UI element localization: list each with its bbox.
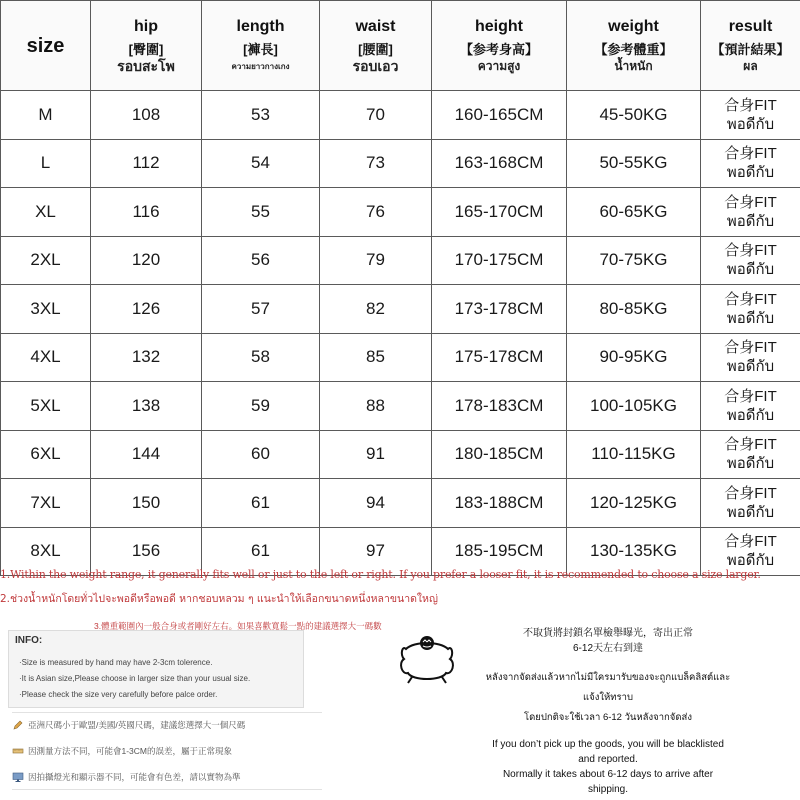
- result-cell: [701, 139, 800, 188]
- fit-th: พอดีกับ: [726, 212, 775, 230]
- result-cell: [701, 236, 800, 285]
- height-cell: 170-175CM: [432, 236, 567, 285]
- hip-cell: 150: [91, 479, 202, 528]
- header-weight: weight 【参考體重】 น้ำหนัก: [567, 1, 701, 91]
- height-cell: 160-165CM: [432, 91, 567, 140]
- size-cell: 4XL: [1, 333, 91, 382]
- header-size: size: [1, 1, 91, 91]
- length-cell: 60: [202, 430, 320, 479]
- weight-cell: 70-75KG: [567, 236, 701, 285]
- fit-cn: 合身FIT: [724, 193, 777, 211]
- waist-cell: 97: [320, 527, 432, 576]
- info-box: [8, 630, 304, 708]
- weight-cell: 60-65KG: [567, 188, 701, 237]
- hip-cell: 144: [91, 430, 202, 479]
- weight-cell: 100-105KG: [567, 382, 701, 431]
- header-result: result 【預計結果】 ผล: [701, 1, 800, 91]
- length-cell: 56: [202, 236, 320, 285]
- info-title: INFO:: [15, 635, 43, 646]
- fit-th: พอดีกับ: [726, 261, 775, 279]
- length-cell: 53: [202, 91, 320, 140]
- waist-cell: 94: [320, 479, 432, 528]
- length-cell: 54: [202, 139, 320, 188]
- size-cell: 2XL: [1, 236, 91, 285]
- height-cell: 178-183CM: [432, 382, 567, 431]
- weight-cell: 45-50KG: [567, 91, 701, 140]
- info-line: ·It is Asian size,Please choose in larger size than your usual size.: [19, 674, 251, 683]
- fit-cn: 合身FIT: [724, 436, 777, 454]
- height-cell: 173-178CM: [432, 285, 567, 334]
- fit-cn: 合身FIT: [724, 96, 777, 114]
- fit-th: พอดีกับ: [726, 164, 775, 182]
- length-cell: 59: [202, 382, 320, 431]
- waist-cell: 82: [320, 285, 432, 334]
- cn-note-text: 因拍攝燈光和顯示器不同，可能會有色差，請以實物為準: [28, 772, 241, 782]
- monitor-icon: [12, 771, 24, 783]
- table-row: [1, 188, 800, 237]
- shipping-en-line3: Normally it takes about 6-12 days to arrive after: [502, 769, 714, 780]
- waist-cell: 88: [320, 382, 432, 431]
- waist-cell: 79: [320, 236, 432, 285]
- size-cell: L: [1, 139, 91, 188]
- info-line: ·Please check the size very carefully before palce order.: [19, 690, 218, 699]
- height-cell: 163-168CM: [432, 139, 567, 188]
- fit-cn: 合身FIT: [724, 145, 777, 163]
- weight-cell: 50-55KG: [567, 139, 701, 188]
- note-chinese: 3.體重範圍內一般合身或者剛好左右。如果喜歡寬鬆一點的建議選擇大一碼數: [94, 621, 382, 631]
- fit-cn: 合身FIT: [724, 484, 777, 502]
- header-hip: hip [臀圍] รอบสะโพ: [91, 1, 202, 91]
- fit-cn: 合身FIT: [724, 533, 777, 551]
- hip-cell: 156: [91, 527, 202, 576]
- size-cell: M: [1, 91, 91, 140]
- table-row: [1, 479, 800, 528]
- size-cell: 3XL: [1, 285, 91, 334]
- pencil-icon: [12, 719, 24, 731]
- shipping-cn-line1: 不取貨將封鎖名單檢舉曝光，寄出正常: [523, 628, 693, 639]
- header-waist: waist [腰圍] รอบเอว: [320, 1, 432, 91]
- waist-cell: 91: [320, 430, 432, 479]
- fit-th: พอดีกับ: [726, 309, 775, 327]
- fit-cn: 合身FIT: [724, 290, 777, 308]
- size-cell: XL: [1, 188, 91, 237]
- result-cell: [701, 285, 800, 334]
- weight-cell: 120-125KG: [567, 479, 701, 528]
- shipping-th-line2: แจ้งให้ทราบ: [583, 692, 633, 703]
- height-cell: 183-188CM: [432, 479, 567, 528]
- note-english: 1.Within the weight range, it generally fits well or just to the left or right. If you prefer a looser fit, it is recommended to choose a size larger.: [0, 568, 761, 581]
- weight-cell: 80-85KG: [567, 285, 701, 334]
- cn-note-line: [12, 765, 241, 789]
- fit-th: พอดีกับ: [726, 455, 775, 473]
- height-cell: 175-178CM: [432, 333, 567, 382]
- shipping-en-line2: and reported.: [578, 754, 638, 765]
- waist-cell: 73: [320, 139, 432, 188]
- length-cell: 61: [202, 479, 320, 528]
- table-row: [1, 430, 800, 479]
- header-height: height 【参考身高】 ความสูง: [432, 1, 567, 91]
- table-row: [1, 236, 800, 285]
- hip-cell: 116: [91, 188, 202, 237]
- result-cell: [701, 91, 800, 140]
- height-cell: 180-185CM: [432, 430, 567, 479]
- fit-cn: 合身FIT: [724, 387, 777, 405]
- hip-cell: 112: [91, 139, 202, 188]
- cn-note-text: 因測量方法不同，可能會1-3CM的誤差，屬于正常現象: [28, 746, 233, 756]
- size-cell: 5XL: [1, 382, 91, 431]
- fit-cn: 合身FIT: [724, 339, 777, 357]
- height-cell: 165-170CM: [432, 188, 567, 237]
- hip-cell: 132: [91, 333, 202, 382]
- weight-cell: 110-115KG: [567, 430, 701, 479]
- hip-cell: 120: [91, 236, 202, 285]
- fit-th: พอดีกับ: [726, 552, 775, 570]
- length-cell: 55: [202, 188, 320, 237]
- shipping-en-line4: shipping.: [587, 784, 629, 795]
- info-line: ·Size is measured by hand may have 2-3cm tolerence.: [19, 658, 213, 667]
- waist-cell: 76: [320, 188, 432, 237]
- length-cell: 58: [202, 333, 320, 382]
- result-cell: [701, 188, 800, 237]
- result-cell: [701, 333, 800, 382]
- pumpkin-frame-icon: [392, 635, 462, 687]
- length-cell: 57: [202, 285, 320, 334]
- cn-note-line: [12, 739, 232, 763]
- hip-cell: 126: [91, 285, 202, 334]
- hip-cell: 108: [91, 91, 202, 140]
- hip-cell: 138: [91, 382, 202, 431]
- fit-th: พอดีกับ: [726, 358, 775, 376]
- shipping-th-line1: หลังจากจัดส่งแล้วหากไม่มีใครมารับของจะถูกแบล็คลิสต์และ: [485, 672, 731, 683]
- fit-th: พอดีกับ: [726, 503, 775, 521]
- cn-note-line: [12, 713, 245, 737]
- shipping-en-line1: If you don’t pick up the goods, you will be blacklisted: [492, 739, 724, 750]
- fit-th: พอดีกับ: [726, 115, 775, 133]
- result-cell: [701, 382, 800, 431]
- cn-notes-box: [12, 712, 322, 790]
- table-row: [1, 139, 800, 188]
- table-header-row: [1, 1, 800, 91]
- weight-cell: 90-95KG: [567, 333, 701, 382]
- note-thai: 2.ช่วงน้ำหนักโดยทั่วไปจะพอดีหรือพอดี หากชอบหลวม ๆ แนะนำให้เลือกขนาดหนึ่งหลาขนาดใหญ่: [0, 593, 438, 605]
- ruler-icon: [12, 745, 24, 757]
- table-row: [1, 285, 800, 334]
- waist-cell: 70: [320, 91, 432, 140]
- result-cell: [701, 430, 800, 479]
- table-row: [1, 333, 800, 382]
- result-cell: [701, 479, 800, 528]
- fit-th: พอดีกับ: [726, 406, 775, 424]
- shipping-cn-line2: 6-12天左右到達: [572, 643, 643, 654]
- weight-cell: 130-135KG: [567, 527, 701, 576]
- header-length: length [褲長] ความยาวกางเกง: [202, 1, 320, 91]
- shipping-th-line3: โดยปกติจะใช้เวลา 6-12 วันหลังจากจัดส่ง: [524, 712, 692, 723]
- length-cell: 61: [202, 527, 320, 576]
- table-row: [1, 91, 800, 140]
- size-cell: 8XL: [1, 527, 91, 576]
- size-cell: 7XL: [1, 479, 91, 528]
- cn-note-text: 亞洲尺碼小于歐盟/美國/英國尺碼，建議您選擇大一個尺碼: [28, 720, 246, 730]
- table-row: [1, 382, 800, 431]
- waist-cell: 85: [320, 333, 432, 382]
- height-cell: 185-195CM: [432, 527, 567, 576]
- fit-cn: 合身FIT: [724, 242, 777, 260]
- size-cell: 6XL: [1, 430, 91, 479]
